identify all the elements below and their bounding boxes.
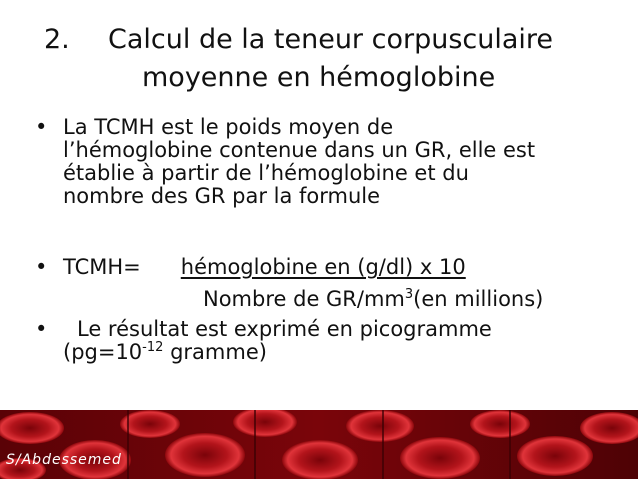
denominator-unit: (en millions) — [413, 287, 544, 311]
denominator-superscript: 3 — [404, 287, 414, 302]
formula — [63, 255, 544, 311]
bullet-line: nombre des GR par la formule — [63, 184, 381, 208]
title-line-2: moyenne en hémoglobine — [142, 62, 496, 93]
bullet-result-unit — [35, 318, 615, 378]
bullet-text — [63, 116, 535, 208]
bullet-line: La TCMH est le poids moyen de — [63, 115, 394, 139]
formula-numerator: hémoglobine en (g/dl) x 10 — [180, 255, 466, 279]
bullet-marker: • — [35, 317, 48, 341]
bullet-marker: • — [35, 255, 48, 279]
bullet-line: Le résultat est exprimé en picogramme — [77, 317, 492, 341]
bullet-marker: • — [35, 115, 48, 139]
formula-denominator — [203, 288, 543, 311]
bullet-line: l’hémoglobine contenue dans un GR, elle est — [63, 138, 536, 162]
blood-cells-footer-image — [0, 410, 638, 479]
bullet-formula — [35, 255, 615, 311]
formula-prefix: TCMH= — [63, 255, 141, 279]
bullet-text — [63, 318, 492, 364]
unit-text: (pg=10 — [63, 340, 143, 364]
denominator-text: Nombre de GR/mm — [203, 287, 405, 311]
bullet-line-2 — [63, 341, 492, 364]
unit-text-end: gramme) — [163, 340, 267, 364]
bullet-tcmh-definition — [35, 116, 615, 216]
author-signature: S/Abdessemed — [6, 452, 122, 468]
title-line-1 — [44, 22, 553, 58]
unit-exponent: -12 — [142, 340, 164, 355]
title-number: 2. — [44, 24, 70, 55]
title-text-1: Calcul de la teneur corpusculaire — [108, 24, 554, 55]
bullet-line: établie à partir de l’hémoglobine et du — [63, 161, 469, 185]
